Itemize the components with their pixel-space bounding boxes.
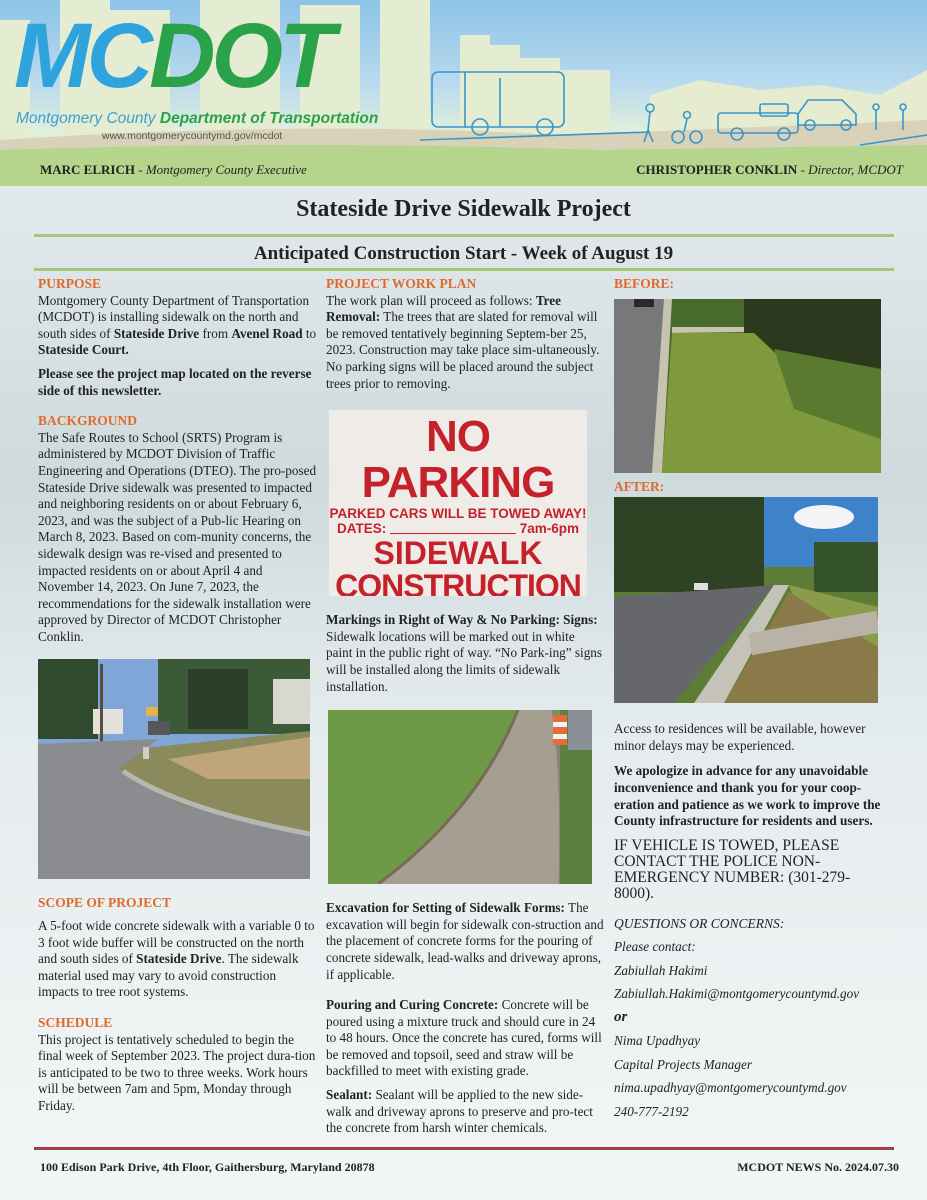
footer-issue: MCDOT NEWS No. 2024.07.30 [737,1160,899,1174]
excavation-bold: Excavation for Setting of Sidewalk Forms: [326,900,565,916]
logo-dot: DOT [149,5,332,107]
sealant-bold: Sealant: [326,1087,373,1103]
purpose-text-1: Montgomery County Department of Transportation (MCDOT) is installing sidewalk on the north and south sides of [38,292,310,341]
purpose-bold-1: Stateside Drive [113,325,200,341]
logo-subtitle-bold: Department of Transportation [159,110,379,127]
column-right [614,276,890,1123]
contact-name-2: Nima Upadhyay [614,1033,701,1049]
map-note: Please see the project map located on the reverse side of this newsletter. [38,365,312,398]
sign-dates-label: DATES: [337,521,387,537]
footer-divider [34,1147,894,1150]
work-plan-text-2: The trees that are slated for removal will be removed tentatively beginning Septem-ber 25, 2023. Construction may take place sim-ultaneously. No parking signs will be placed around the subject trees prior to removing. [326,309,600,391]
logo-subtitle-light: Montgomery County [16,110,156,127]
pouring-bold: Pouring and Curing Concrete: [326,997,499,1013]
logo-url[interactable]: www.montgomerycountymd.gov/mcdot [102,130,283,142]
sidewalk-forms-photo [328,710,592,884]
sign-dates-blank [390,521,515,534]
scope-text [38,918,318,1001]
before-heading: BEFORE: [614,276,675,291]
contact-heading: QUESTIONS OR CONCERNS: [614,915,785,931]
pouring-text [326,997,604,1080]
purpose-text-2: from [199,325,232,341]
schedule-heading: SCHEDULE [38,1015,113,1031]
scope-bold: Stateside Drive [136,951,222,967]
before-photo [614,299,881,473]
sign-sidewalk: SIDEWALK [373,535,543,572]
footer-address: 100 Edison Park Drive, 4th Floor, Gaithersburg, Maryland 20878 [40,1160,375,1174]
work-plan-heading: PROJECT WORK PLAN [326,276,477,291]
page-title: Stateside Drive Sidewalk Project [296,196,631,222]
title-divider [34,234,894,237]
scope-heading: SCOPE OF PROJECT [38,895,172,911]
sealant-text [326,1087,604,1137]
logo-mc: MC [14,5,150,107]
contact-phone-2: 240-777-2192 [614,1103,689,1119]
director-name: CHRISTOPHER CONKLIN [636,162,798,177]
background-text: The Safe Routes to School (SRTS) Program is administered by MCDOT Division of Traffic Engineering and Operations (DTEO). The pro-posed Stateside Drive sidewalk was presented to impacted and neighboring residents on or about February 6, 2023, and was the subject of a Pub-lic Hearing on March 8, 2023. Based on com-munity concerns, the sidewalk design was re-vised and presented to impacted residents on or about April 4 and November 14, 2023. On June 7, 2023, the recommendations for the sidewalk installation were approved by Director of MCDOT Christopher Conklin. [38,429,317,644]
markings-body: Sidewalk locations will be marked out in white paint in the public right of way. “No Park-ing” signs will be installed along the limits of sidewalk installation. [326,628,603,694]
director-credit: CHRISTOPHER CONKLIN - Director, MCDOT [636,162,903,177]
after-photo [614,497,878,703]
subtitle-divider [34,268,894,271]
contact-email-2[interactable]: nima.upadhyay@montgomerycountymd.gov [614,1080,847,1096]
excavation-text [326,900,604,983]
logo-subtitle [16,110,378,128]
after-heading: AFTER: [614,478,665,494]
sidewalk-forms-illustration [328,710,592,884]
purpose-heading: PURPOSE [38,276,102,291]
sign-construction: CONSTRUCTION [335,568,581,597]
pouring-body: Concrete will be poured using a mixture truck and should cure in 24 to 48 hours. Once the concrete has cured, forms will be removed and topsoil, seed and straw will be backfilled to meet with existing grade. [326,997,602,1079]
after-photo-illustration [614,497,878,703]
background-heading: BACKGROUND [38,413,138,429]
executive-title: Montgomery County Executive [145,162,307,177]
column-middle [326,276,604,1137]
sign-no-parking: NO PARKING [361,412,555,508]
contact-email-1[interactable]: Zabiullah.Hakimi@montgomerycountymd.gov [614,986,860,1002]
scope-text-1: A 5-foot wide concrete sidewalk with a variable 0 to 3 foot wide buffer will be constructed on the north and south sides of [38,918,315,967]
excavation-body: The excavation will begin for sidewalk con-struction and the placement of concrete forms for the pouring of concrete sidewalk, lead-walks and driveway aprons, if applicable. [326,900,604,982]
contact-or: or [614,1008,628,1025]
purpose-text [38,293,318,359]
markings-text [326,612,604,695]
mcdot-logo [14,6,331,106]
work-plan-text [326,293,604,393]
schedule-text: This project is tentatively scheduled to begin the final week of September 2023. The project dura-tion is anticipated to be two to three weeks. Work hours will be between 7am and 5pm, Monday through Friday. [38,1031,316,1113]
contact-block [614,912,890,1124]
purpose-bold-3: Stateside Court. [38,342,129,358]
access-note: Access to residences will be available, however minor delays may be experienced. [614,721,866,753]
markings-bold: Markings in Right of Way & No Parking: Signs: [326,612,598,628]
contact-title-2: Capital Projects Manager [614,1056,752,1072]
sealant-body: Sealant will be applied to the new side-walk and driveway aprons to preserve and pro-tect the concrete from harsh winter chemicals. [326,1087,593,1136]
apology-note: We apologize in advance for any unavoidable inconvenience and thank you for your coop-eration and patience as we work to improve the County infrastructure for residents and users. [614,763,881,829]
work-plan-text-1: The work plan will proceed as follows: [326,292,536,308]
scope-text-2: . The sidewalk material used may vary to avoid construction impacts to tree root systems. [38,951,299,1000]
towed-notice: IF VEHICLE IS TOWED, PLEASE CONTACT THE POLICE NON-EMERGENCY NUMBER: (301-279-8000). [614,836,851,902]
no-parking-sign-image [329,410,587,596]
column-left [38,276,318,1115]
executive-credit: MARC ELRICH - Montgomery County Executive [40,162,307,177]
page-subtitle: Anticipated Construction Start - Week of August 19 [253,243,674,264]
executive-name: MARC ELRICH [40,162,135,177]
masthead [0,0,927,186]
sign-hours: 7am-6pm [519,521,579,537]
purpose-text-3: to [302,325,317,341]
purpose-bold-2: Avenel Road [231,325,303,341]
contact-intro: Please contact: [614,939,696,955]
contact-name-1: Zabiullah Hakimi [614,962,708,978]
director-title: Director, MCDOT [808,162,903,177]
street-photo [38,659,310,879]
sign-towed: PARKED CARS WILL BE TOWED AWAY! [329,506,587,522]
street-photo-illustration [38,659,310,879]
work-plan-bold: Tree Removal: [326,292,561,325]
before-photo-illustration [614,299,881,473]
